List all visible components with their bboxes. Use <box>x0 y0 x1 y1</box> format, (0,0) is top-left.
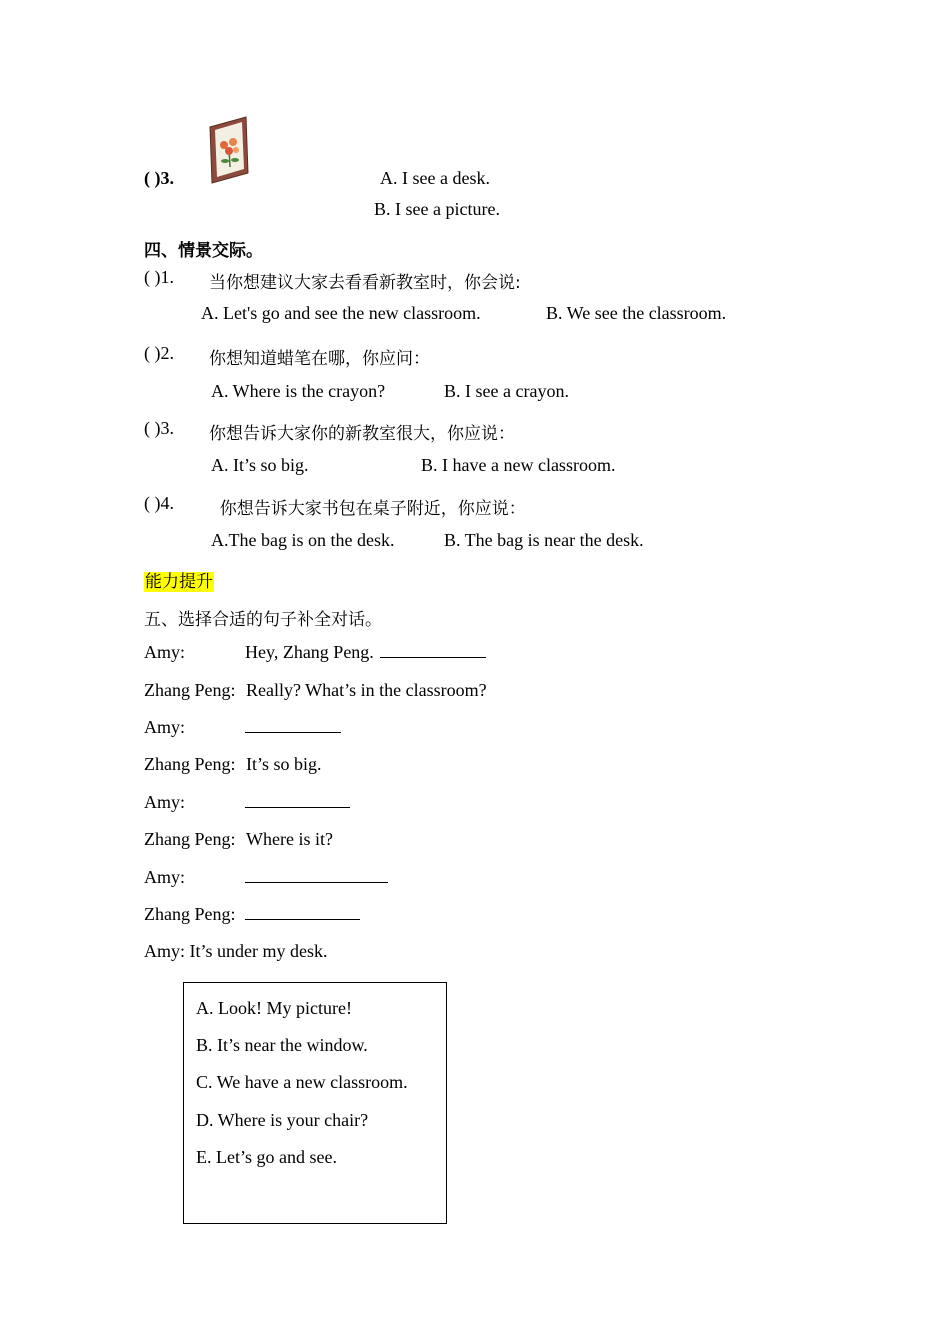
s4-q3-option-a: A. It’s so big. <box>211 455 309 475</box>
s4-q1-prefix: ( )1. <box>144 267 174 287</box>
s4-q2-prefix: ( )2. <box>144 343 174 363</box>
dialogue-speaker: Amy: <box>144 867 186 887</box>
s4-q3-option-b: B. I have a new classroom. <box>421 455 616 475</box>
dialogue-text: Really? What’s in the classroom? <box>246 680 487 700</box>
dialogue-text: It’s under my desk. <box>189 941 328 961</box>
dialogue-line <box>245 642 486 663</box>
answer-blank[interactable] <box>245 905 360 920</box>
s4-q4-option-b: B. The bag is near the desk. <box>444 530 644 550</box>
s4-q1-option-a: A. Let's go and see the new classroom. <box>201 303 481 323</box>
section5-heading: 五、选择合适的句子补全对话。 <box>144 610 382 630</box>
answer-blank[interactable] <box>245 793 350 808</box>
option-c: C. We have a new classroom. <box>196 1072 408 1092</box>
answer-blank[interactable] <box>245 718 341 733</box>
answer-blank[interactable] <box>380 643 486 658</box>
option-d: D. Where is your chair? <box>196 1110 369 1130</box>
dialogue-text: Hey, Zhang Peng. <box>245 642 374 662</box>
option-b: B. It’s near the window. <box>196 1035 368 1055</box>
s4-q3-prompt: 你想告诉大家你的新教室很大，你应说： <box>209 424 515 444</box>
dialogue-speaker: Amy: <box>144 941 186 961</box>
s4-q1-prompt: 当你想建议大家去看看新教室时，你会说: <box>209 273 521 293</box>
dialogue-final <box>144 941 328 962</box>
framed-picture-icon <box>208 115 250 185</box>
q3-option-a: A. I see a desk. <box>380 168 490 188</box>
dialogue-text: It’s so big. <box>246 754 322 774</box>
q3-option-b: B. I see a picture. <box>374 199 500 219</box>
answer-blank[interactable] <box>245 868 388 883</box>
s4-q4-prefix: ( )4. <box>144 493 174 513</box>
dialogue-line <box>245 717 341 738</box>
s4-q4-option-a: A.The bag is on the desk. <box>211 530 395 550</box>
dialogue-line <box>245 792 350 813</box>
options-box <box>183 982 447 1224</box>
dialogue-line <box>245 867 388 888</box>
q3-prefix: ( )3. <box>144 168 174 188</box>
s4-q4-prompt: 你想告诉大家书包在桌子附近，你应说： <box>209 499 526 519</box>
s4-q3-prefix: ( )3. <box>144 418 174 438</box>
section4-heading: 四、情景交际。 <box>144 241 263 261</box>
s4-q2-option-a: A. Where is the crayon? <box>211 381 386 401</box>
ability-label-text: 能力提升 <box>145 572 213 592</box>
dialogue-speaker: Amy: <box>144 792 186 812</box>
dialogue-speaker: Zhang Peng: <box>144 904 236 924</box>
dialogue-speaker: Amy: <box>144 717 186 737</box>
dialogue-speaker: Zhang Peng: <box>144 680 236 700</box>
dialogue-speaker: Zhang Peng: <box>144 754 236 774</box>
dialogue-line <box>245 904 360 925</box>
dialogue-text: Where is it? <box>246 829 333 849</box>
s4-q2-prompt: 你想知道蜡笔在哪，你应问： <box>209 349 430 369</box>
s4-q1-option-b: B. We see the classroom. <box>546 303 727 323</box>
option-a: A. Look! My picture! <box>196 998 352 1018</box>
dialogue-speaker: Zhang Peng: <box>144 829 236 849</box>
dialogue-speaker: Amy: <box>144 642 186 662</box>
ability-label <box>144 567 214 592</box>
s4-q2-option-b: B. I see a crayon. <box>444 381 569 401</box>
option-e: E. Let’s go and see. <box>196 1147 337 1167</box>
